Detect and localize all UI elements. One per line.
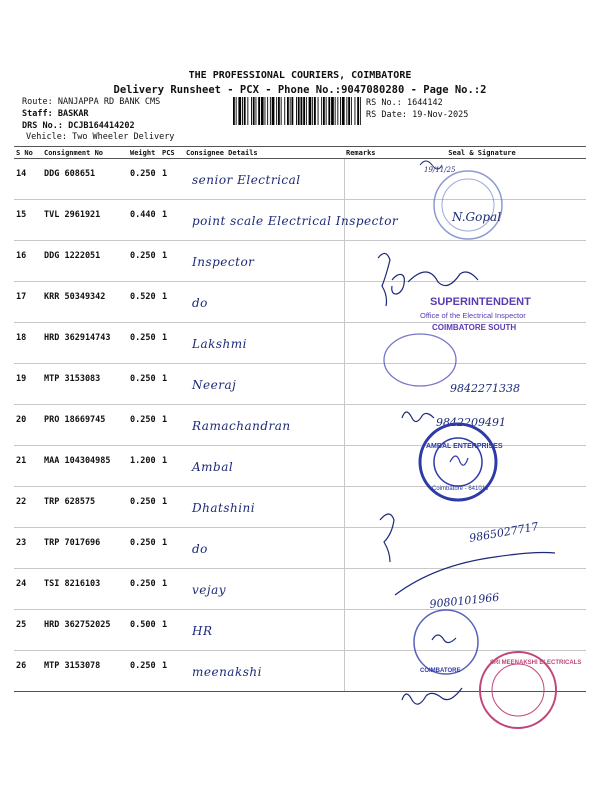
barcode-bar xyxy=(321,97,322,125)
col-pcs-header: PCS xyxy=(160,147,184,159)
cell-consignment-no: HRD 362914743 xyxy=(42,323,128,364)
cell-weight: 0.250 xyxy=(128,487,160,528)
consignee-handwriting: Ramachandran xyxy=(192,419,291,433)
table-row xyxy=(14,159,586,200)
vehicle-line: Vehicle: Two Wheeler Delivery xyxy=(26,132,175,142)
barcode-bar xyxy=(256,97,257,125)
row20-phone-handwriting: 9842209491 xyxy=(436,416,506,429)
barcode-bar xyxy=(326,97,327,125)
barcode-bar xyxy=(301,97,303,125)
barcode-bar xyxy=(351,97,352,125)
table-row xyxy=(14,323,586,364)
barcode-bar xyxy=(312,97,313,125)
barcode-bar xyxy=(357,97,359,125)
cell-seal-signature xyxy=(378,364,586,405)
barcode-bar xyxy=(342,97,345,125)
cell-consignment-no: DDG 1222051 xyxy=(42,241,128,282)
table-row xyxy=(14,569,586,610)
barcode-bar xyxy=(253,97,255,125)
cell-consignee xyxy=(184,241,344,282)
cell-pcs: 1 xyxy=(160,159,184,200)
cell-sno: 19 xyxy=(14,364,42,405)
cell-pcs: 1 xyxy=(160,241,184,282)
cell-weight: 0.250 xyxy=(128,159,160,200)
rs-no-value: 1644142 xyxy=(406,98,443,108)
cell-pcs: 1 xyxy=(160,446,184,487)
consignee-handwriting: Dhatshini xyxy=(192,501,256,515)
col-seal-header: Seal & Signature xyxy=(378,147,586,159)
barcode-bar xyxy=(270,97,271,125)
cell-sno: 24 xyxy=(14,569,42,610)
cell-sno: 23 xyxy=(14,528,42,569)
consignee-handwriting: do xyxy=(192,296,208,310)
table-row xyxy=(14,282,586,323)
cell-weight: 0.250 xyxy=(128,528,160,569)
cell-pcs: 1 xyxy=(160,651,184,692)
cell-pcs: 1 xyxy=(160,282,184,323)
barcode-bar xyxy=(261,97,264,125)
cell-consignment-no: KRR 50349342 xyxy=(42,282,128,323)
consignee-handwriting: meenakshi xyxy=(192,665,262,679)
cell-consignee xyxy=(184,446,344,487)
cell-seal-signature xyxy=(378,200,586,241)
cell-seal-signature xyxy=(378,446,586,487)
cell-seal-signature xyxy=(378,487,586,528)
cell-weight: 0.520 xyxy=(128,282,160,323)
staff-line: Staff: BASKAR xyxy=(22,109,89,119)
runsheet-subtitle: Delivery Runsheet - PCX - Phone No.:9047080280 - Page No.:2 xyxy=(113,84,487,96)
drs-value: DCJB164414202 xyxy=(68,121,135,131)
consignee-handwriting: point scale Electrical Inspector xyxy=(192,214,399,228)
cell-pcs: 1 xyxy=(160,364,184,405)
table-row xyxy=(14,405,586,446)
cell-sno: 17 xyxy=(14,282,42,323)
cell-consignment-no: DDG 608651 xyxy=(42,159,128,200)
barcode-bar xyxy=(281,97,282,125)
cell-sno: 22 xyxy=(14,487,42,528)
barcode-image xyxy=(233,97,361,125)
consignee-handwriting: Neeraj xyxy=(192,378,237,392)
cell-seal-signature xyxy=(378,610,586,651)
cell-weight: 0.500 xyxy=(128,610,160,651)
cell-consignee xyxy=(184,405,344,446)
cell-seal-signature xyxy=(378,241,586,282)
cell-consignment-no: MTP 3153078 xyxy=(42,651,128,692)
table-header-row xyxy=(14,147,586,159)
cell-remarks xyxy=(344,405,378,446)
row19-phone-handwriting: 9842271338 xyxy=(450,382,520,395)
cell-pcs: 1 xyxy=(160,323,184,364)
barcode-bar xyxy=(346,97,347,125)
cell-pcs: 1 xyxy=(160,528,184,569)
table-row xyxy=(14,651,586,692)
col-consignment-header: Consignment No xyxy=(42,147,128,159)
cell-consignment-no: TRP 628575 xyxy=(42,487,128,528)
barcode-bar xyxy=(303,97,305,125)
svg-text:Coimbatore - 641018: Coimbatore - 641018 xyxy=(432,486,489,492)
cell-remarks xyxy=(344,241,378,282)
barcode-bar xyxy=(296,97,297,125)
barcode-bar xyxy=(238,97,241,125)
cell-consignment-no: TRP 7017696 xyxy=(42,528,128,569)
cell-remarks xyxy=(344,610,378,651)
barcode-bar xyxy=(265,97,266,125)
cell-remarks xyxy=(344,364,378,405)
cell-seal-signature xyxy=(378,282,586,323)
row23-phone-handwriting: 9865027717 xyxy=(468,519,540,545)
route-line: Route: NANJAPPA RD BANK CMS xyxy=(22,97,161,107)
barcode-bar xyxy=(306,97,307,125)
table-row xyxy=(14,487,586,528)
cell-consignee xyxy=(184,487,344,528)
barcode-bar xyxy=(267,97,268,125)
cell-sno: 16 xyxy=(14,241,42,282)
cell-sno: 26 xyxy=(14,651,42,692)
barcode-bar xyxy=(251,97,252,125)
cell-pcs: 1 xyxy=(160,569,184,610)
barcode-bar xyxy=(247,97,248,125)
cell-remarks xyxy=(344,282,378,323)
runsheet-table xyxy=(14,146,586,692)
barcode-bar xyxy=(340,97,341,125)
table-row xyxy=(14,446,586,487)
barcode-bar xyxy=(292,97,294,125)
cell-sno: 20 xyxy=(14,405,42,446)
col-remarks-header: Remarks xyxy=(344,147,378,159)
cell-sno: 18 xyxy=(14,323,42,364)
cell-consignment-no: PRO 18669745 xyxy=(42,405,128,446)
route-value: NANJAPPA RD BANK CMS xyxy=(57,97,161,107)
barcode-bar xyxy=(272,97,275,125)
cell-consignment-no: TSI 8216103 xyxy=(42,569,128,610)
cell-weight: 0.250 xyxy=(128,405,160,446)
barcode-bar xyxy=(287,97,289,125)
barcode-bar xyxy=(331,97,334,125)
cell-consignee xyxy=(184,200,399,241)
svg-text:COIMBATORE: COIMBATORE xyxy=(420,668,461,674)
barcode-bar xyxy=(335,97,336,125)
cell-consignee xyxy=(184,364,344,405)
cell-consignment-no: MAA 104304985 xyxy=(42,446,128,487)
cell-sno: 14 xyxy=(14,159,42,200)
cell-seal-signature xyxy=(378,405,586,446)
barcode-bar xyxy=(242,97,243,125)
vehicle-value: Two Wheeler Delivery xyxy=(72,132,175,142)
barcode-bar xyxy=(278,97,280,125)
table-row xyxy=(14,610,586,651)
consignee-handwriting: vejay xyxy=(192,583,227,597)
cell-consignee xyxy=(184,610,344,651)
cell-consignee xyxy=(184,528,344,569)
cell-consignee xyxy=(184,282,344,323)
cell-seal-signature xyxy=(378,159,586,200)
cell-seal-signature xyxy=(378,569,586,610)
barcode-bar xyxy=(236,97,237,125)
cell-sno: 15 xyxy=(14,200,42,241)
cell-pcs: 1 xyxy=(160,487,184,528)
cell-consignment-no: TVL 2961921 xyxy=(42,200,128,241)
consignee-handwriting: Lakshmi xyxy=(192,337,247,351)
table-row xyxy=(14,200,586,241)
row15-signature: N.Gopal xyxy=(452,210,502,224)
cell-consignee xyxy=(184,651,344,692)
barcode-bar xyxy=(314,97,316,125)
row14-date-handwriting: 19/11/25 xyxy=(424,166,456,174)
barcode-bar xyxy=(360,97,361,125)
table-row xyxy=(14,528,586,569)
rs-date-value: 19-Nov-2025 xyxy=(412,110,469,120)
barcode-bar xyxy=(309,97,312,125)
svg-text:Office of the Electrical Inspe: Office of the Electrical Inspector xyxy=(420,311,526,320)
cell-sno: 21 xyxy=(14,446,42,487)
cell-remarks xyxy=(344,200,378,241)
cell-remarks xyxy=(344,159,378,200)
barcode-bar xyxy=(258,97,260,125)
cell-consignee xyxy=(184,569,344,610)
cell-consignee xyxy=(184,159,344,200)
table-row xyxy=(14,241,586,282)
barcode-bar xyxy=(290,97,291,125)
cell-consignment-no: HRD 362752025 xyxy=(42,610,128,651)
cell-seal-signature xyxy=(378,323,586,364)
cell-remarks xyxy=(344,446,378,487)
cell-pcs: 1 xyxy=(160,200,184,241)
cell-consignee xyxy=(184,323,344,364)
cell-weight: 0.250 xyxy=(128,651,160,692)
drs-line: DRS No.: DCJB164414202 xyxy=(22,121,135,131)
svg-text:COIMBATORE SOUTH: COIMBATORE SOUTH xyxy=(432,323,517,332)
barcode-bar xyxy=(337,97,338,125)
barcode-bar xyxy=(328,97,330,125)
table-row xyxy=(14,364,586,405)
cell-consignment-no: MTP 3153083 xyxy=(42,364,128,405)
cell-remarks xyxy=(344,323,378,364)
barcode-bar xyxy=(348,97,350,125)
col-consignee-header: Consignee Details xyxy=(184,147,344,159)
barcode-bar xyxy=(276,97,277,125)
barcode-bar xyxy=(323,97,325,125)
page-title: THE PROFESSIONAL COURIERS, COIMBATORE xyxy=(188,70,412,81)
barcode-bar xyxy=(298,97,300,125)
svg-text:SUPERINTENDENT: SUPERINTENDENT xyxy=(430,296,531,308)
rs-date-line: RS Date: 19-Nov-2025 xyxy=(366,110,469,120)
cell-seal-signature xyxy=(378,528,586,569)
col-sno-header: S No xyxy=(14,147,42,159)
barcode-bar xyxy=(318,97,319,125)
cell-seal-signature xyxy=(378,651,586,692)
consignee-handwriting: HR xyxy=(192,624,213,638)
cell-sno: 25 xyxy=(14,610,42,651)
cell-remarks xyxy=(344,487,378,528)
cell-weight: 0.250 xyxy=(128,241,160,282)
consignee-handwriting: do xyxy=(192,542,208,556)
cell-weight: 0.250 xyxy=(128,364,160,405)
svg-text:SRI MEENAKSHI ELECTRICALS: SRI MEENAKSHI ELECTRICALS xyxy=(490,660,582,666)
cell-weight: 0.250 xyxy=(128,323,160,364)
svg-text:AMBAL ENTERPRISES: AMBAL ENTERPRISES xyxy=(426,443,503,450)
cell-pcs: 1 xyxy=(160,405,184,446)
barcode-bar xyxy=(233,97,235,125)
row24-phone-handwriting: 9080101966 xyxy=(428,590,500,611)
cell-weight: 1.200 xyxy=(128,446,160,487)
barcode-bar xyxy=(244,97,246,125)
staff-value: BASKAR xyxy=(57,109,89,119)
cell-weight: 0.440 xyxy=(128,200,160,241)
rs-no-line: RS No.: 1644142 xyxy=(366,98,443,108)
cell-weight: 0.250 xyxy=(128,569,160,610)
cell-pcs: 1 xyxy=(160,610,184,651)
consignee-handwriting: senior Electrical xyxy=(192,173,301,187)
cell-remarks xyxy=(344,569,378,610)
cell-remarks xyxy=(344,651,378,692)
consignee-handwriting: Ambal xyxy=(192,460,234,474)
barcode-bar xyxy=(355,97,356,125)
barcode-bar xyxy=(284,97,285,125)
col-weight-header: Weight xyxy=(128,147,160,159)
consignee-handwriting: Inspector xyxy=(192,255,255,269)
cell-remarks xyxy=(344,528,378,569)
